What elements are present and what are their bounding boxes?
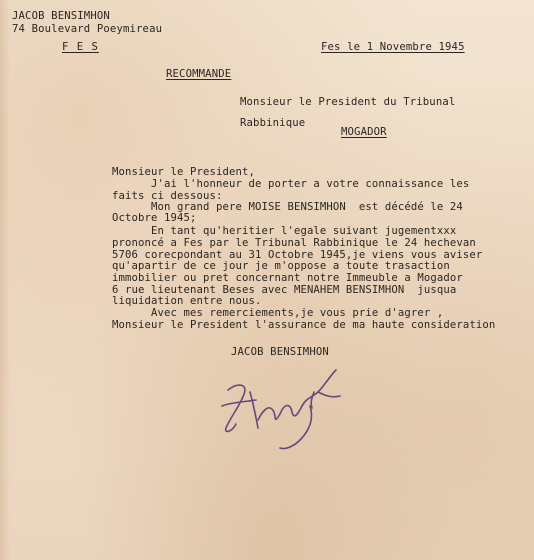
signature-name: JACOB BENSIMHON: [231, 346, 329, 358]
recipient-line2: Rabbinique: [240, 117, 306, 129]
body-line: J'ai l'honneur de porter a votre connaissance les: [112, 178, 470, 190]
paper-edge-left: [0, 0, 10, 560]
handwritten-signature: [214, 362, 354, 452]
letter-date: Fes le 1 Novembre 1945: [321, 41, 465, 53]
recipient-city: MOGADOR: [341, 126, 387, 138]
body-line: immobilier ou pret concernant notre Immeuble a Mogador: [112, 272, 463, 284]
sender-city: F E S: [62, 41, 99, 53]
recipient-line1: Monsieur le President du Tribunal: [240, 96, 456, 108]
body-line: Avec mes remerciements,je vous prie d'agrer ,: [112, 307, 444, 319]
body-line: Monsieur le President l'assurance de ma haute consideration: [112, 319, 496, 331]
body-line: liquidation entre nous.: [112, 295, 262, 307]
body-line: Octobre 1945;: [112, 212, 197, 224]
mail-type: RECOMMANDE: [166, 68, 232, 80]
body-line: Monsieur le President,: [112, 166, 255, 178]
body-line: faits ci dessous:: [112, 190, 223, 202]
body-line: prononcé a Fes par le Tribunal Rabbinique le 24 hechevan: [112, 237, 476, 249]
body-line: qu'apartir de ce jour je m'oppose a toute trasaction: [112, 260, 450, 272]
sender-name: JACOB BENSIMHON: [12, 10, 110, 22]
body-line: En tant qu'heritier l'egale suivant jugementxxx: [112, 225, 457, 237]
body-line: Mon grand pere MOISE BENSIMHON est décédé le 24: [112, 201, 463, 213]
body-line: 5706 corecpondant au 31 Octobre 1945,je viens vous aviser: [112, 249, 483, 261]
sender-address: 74 Boulevard Poeymireau: [12, 23, 163, 35]
body-line: 6 rue lieutenant Beses avec MENAHEM BENSIMHON jusqua: [112, 284, 457, 296]
